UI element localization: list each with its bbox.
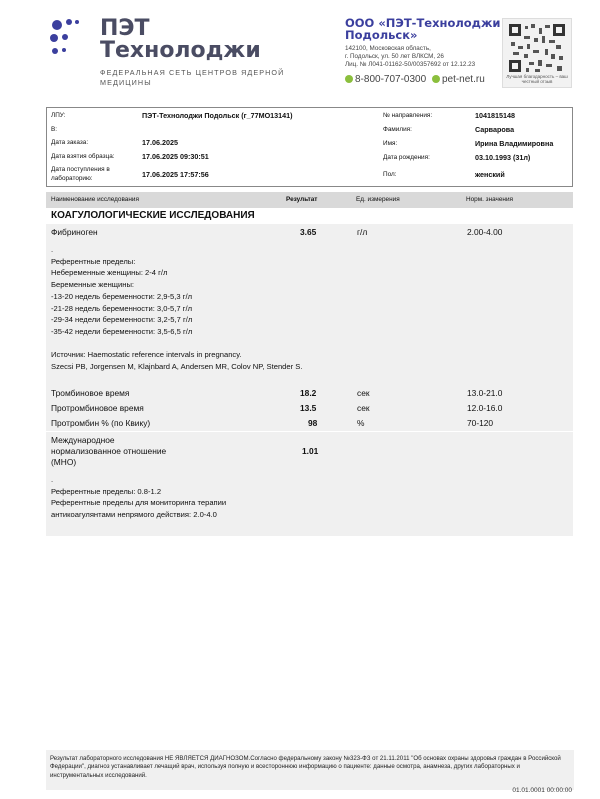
ref-line: антикоагулянтами непрямого действия: 2.0-4.0 [51, 510, 217, 520]
prothrombin-quick-name: Протромбин % (по Квику) [51, 418, 151, 428]
logo-line-1: ПЭТ [100, 16, 150, 41]
lab-date-label [51, 165, 110, 183]
name-value: Ирина Владимировна [475, 139, 554, 148]
column-units-header: Ед. измерения [356, 196, 400, 203]
referral-label: № направления: [383, 112, 433, 119]
ref-line: -13-20 недель беременности: 2,9-5,3 г/л [51, 291, 192, 301]
prothrombin-quick-row [46, 415, 573, 431]
fibrinogen-reference [51, 244, 302, 373]
birth-value: 03.10.1993 (31л) [475, 153, 531, 162]
order-date-value: 17.06.2025 [142, 138, 178, 147]
fibrinogen-units: г/л [357, 227, 368, 237]
section-title: КОАГУЛОЛОГИЧЕСКИЕ ИССЛЕДОВАНИЯ [51, 210, 255, 221]
referral-value: 1041815148 [475, 111, 515, 120]
inr-name [51, 435, 166, 468]
thrombin-time-name: Тромбиновое время [51, 388, 130, 398]
address-line-1: 142100, Московская область, [345, 45, 431, 52]
organization-name: ООО «ПЭТ-Технолоджи Подольск» [345, 16, 501, 42]
ref-line: . [51, 245, 54, 254]
sex-label: Пол: [383, 171, 397, 178]
fibrinogen-name: Фибриноген [51, 227, 98, 237]
inr-name-line-3: (МНО) [51, 457, 77, 467]
disclaimer-footer [46, 750, 574, 794]
inr-reference [51, 474, 226, 521]
thrombin-time-units: сек [357, 388, 370, 398]
website-link[interactable]: pet-net.ru [441, 74, 485, 85]
qr-code-icon [509, 24, 565, 72]
results-table-header [46, 192, 573, 208]
thrombin-time-result: 18.2 [300, 388, 317, 398]
logo-dots-icon [50, 18, 94, 62]
ref-line: Референтные пределы: [51, 256, 136, 266]
phone-icon [345, 75, 353, 83]
sample-date-label: Дата взятия образца: [51, 153, 115, 160]
column-result-header: Результат [286, 196, 318, 203]
lab-date-value: 17.06.2025 17:57:56 [142, 170, 209, 179]
ref-line: Источник: Haemostatic reference intervals in pregnancy. [51, 350, 242, 360]
lpu-label: ЛПУ: [51, 112, 66, 119]
thrombin-time-norm: 13.0-21.0 [467, 388, 503, 398]
logo-title [100, 18, 261, 62]
logo-subtitle: ФЕДЕРАЛЬНАЯ СЕТЬ ЦЕНТРОВ ЯДЕРНОЙ МЕДИЦИНЫ [100, 68, 285, 87]
column-norm-header: Норм. значения [466, 196, 513, 203]
footer-timestamp: 01.01.0001 00:00:00 [512, 787, 572, 794]
ref-line: . [51, 475, 54, 484]
prothrombin-time-result: 13.5 [300, 403, 317, 413]
fibrinogen-result: 3.65 [300, 227, 317, 237]
lab-date-label-line-2: лабораторию: [51, 175, 93, 182]
ref-line: Референтные пределы: 0.8-1.2 [51, 486, 162, 496]
organization-contacts [345, 74, 510, 85]
inr-row [46, 432, 573, 536]
web-icon [432, 75, 440, 83]
inr-result: 1.01 [302, 446, 319, 456]
prothrombin-time-name: Протромбиновое время [51, 403, 144, 413]
license-line: Лиц. № Л041-01162-50/00357692 от 12.12.23 [345, 61, 476, 68]
ref-line [51, 338, 302, 350]
surname-label: Фамилия: [383, 126, 412, 133]
ref-line: Небеременные женщины: 2-4 г/л [51, 268, 168, 278]
disclaimer-text: Результат лабораторного исследования НЕ ЯВЛЯЕТСЯ ДИАГНОЗОМ.Согласно федеральному закону №323-ФЗ от 21.11.2011 "Об основах охраны здоровья граждан в Российской Федерации", диагноз устанавливает лечащий врач, используя полную и всестороннюю информацию о пациенте: данные осмотра, анамнеза, других лабораторных и инструментальных исследований. [50, 755, 561, 779]
ref-line: -35-42 недели беременности: 3,5-6,5 г/л [51, 326, 193, 336]
logo-line-2: Технолоджи [100, 38, 261, 63]
birth-label: Дата рождения: [383, 154, 430, 161]
inr-name-line-1: Международное [51, 435, 115, 445]
prothrombin-quick-norm: 70-120 [467, 418, 494, 428]
prothrombin-time-norm: 12.0-16.0 [467, 403, 503, 413]
column-name-header: Наименование исследования [51, 196, 139, 203]
name-label: Имя: [383, 140, 398, 147]
ref-line: Референтные пределы для мониторинга терапии [51, 498, 227, 508]
patient-info-box [46, 107, 573, 187]
thrombin-time-row [46, 385, 573, 401]
ref-line: Беременные женщины: [51, 280, 135, 290]
fibrinogen-row [46, 224, 573, 385]
prothrombin-quick-result: 98 [308, 418, 318, 428]
organization-info [345, 17, 510, 85]
sex-value: женский [475, 170, 505, 179]
prothrombin-time-row [46, 400, 573, 416]
prothrombin-time-units: сек [357, 403, 370, 413]
prothrombin-quick-units: % [357, 418, 365, 428]
lpu-value: ПЭТ-Технолоджи Подольск (г_77МО13141) [142, 111, 293, 120]
qr-code[interactable] [502, 18, 572, 88]
sample-date-value: 17.06.2025 09:30:51 [142, 152, 209, 161]
ref-line: -29-34 недели беременности: 3,2-5,7 г/л [51, 315, 193, 325]
qr-caption: Лучшая благодарность – ваш честный отзыв [506, 74, 568, 84]
phone-number[interactable]: 8-800-707-0300 [355, 74, 427, 85]
ref-line: Szecsi PB, Jorgensen M, Klajnbard A, Andersen MR, Colov NP, Stender S. [51, 362, 303, 372]
inr-name-line-2: нормализованное отношение [51, 446, 167, 456]
v-label: В: [51, 126, 58, 133]
lab-date-label-line-1: Дата поступления в [51, 166, 110, 173]
address-line-2: г. Подольск, ул. 50 лет ВЛКСМ, 26 [345, 53, 444, 60]
ref-line: -21-28 недель беременности: 3,0-5,7 г/л [51, 303, 192, 313]
organization-address [345, 45, 510, 69]
surname-value: Сарварова [475, 125, 515, 134]
order-date-label: Дата заказа: [51, 139, 89, 146]
fibrinogen-norm: 2.00-4.00 [467, 227, 503, 237]
